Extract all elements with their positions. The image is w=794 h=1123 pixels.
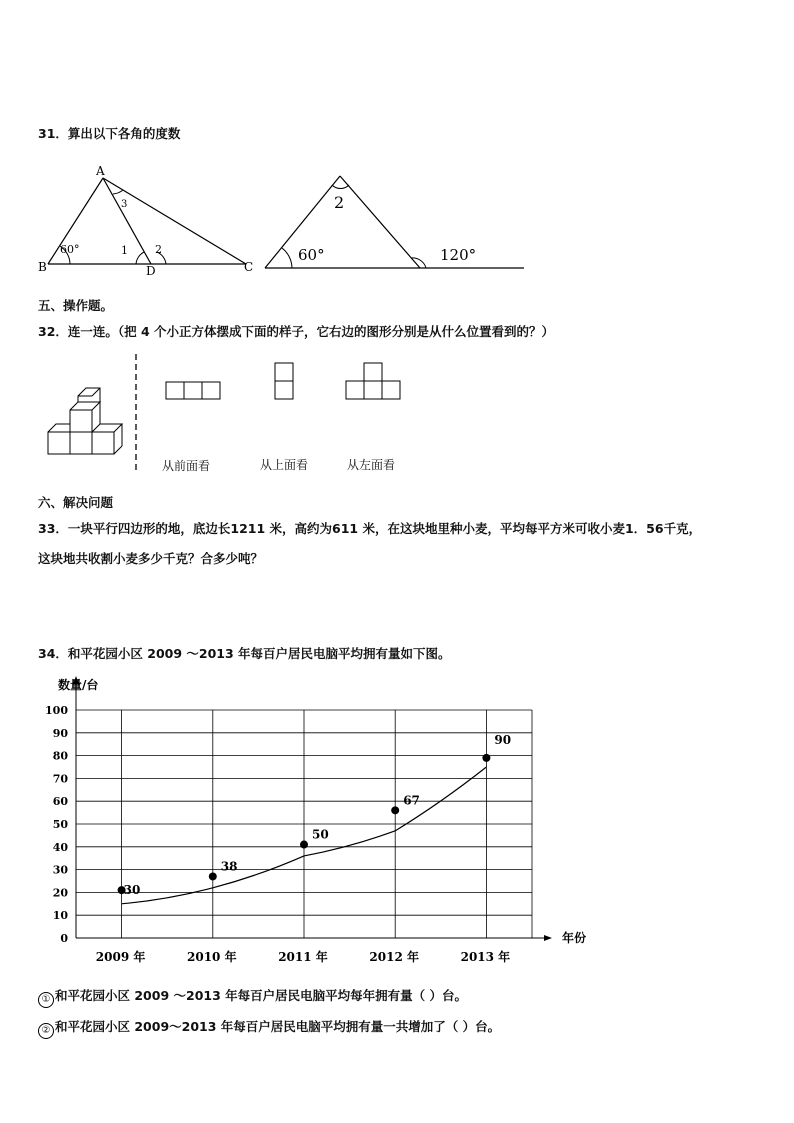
label-c: C xyxy=(244,260,254,274)
line-chart xyxy=(36,672,596,972)
q31-title: 31．算出以下各角的度数 xyxy=(38,126,181,141)
y-tick-label: 20 xyxy=(52,886,68,900)
angle-2-label: 2 xyxy=(155,243,162,256)
angle-top-label: 2 xyxy=(334,193,345,212)
y-tick-label: 30 xyxy=(52,863,68,877)
q34-title: 34．和平花园小区 2009 ～2013 年每百户居民电脑平均拥有量如下图。 xyxy=(38,646,451,661)
y-tick-label: 10 xyxy=(52,909,68,923)
q34-sub-1-text: 和平花园小区 2009 ～2013 年每百户居民电脑平均每年拥有量（ ）台。 xyxy=(55,988,467,1003)
view-caption-front: 从前面看 xyxy=(162,459,211,473)
y-axis-title: 数量/台 xyxy=(58,678,99,692)
view-shape-2 xyxy=(275,363,293,399)
view-shape-1 xyxy=(166,382,220,399)
section-5-heading: 五、操作题。 xyxy=(38,298,114,313)
x-tick-label: 2013 年 xyxy=(460,950,511,964)
label-d: D xyxy=(146,264,156,278)
data-point xyxy=(482,754,490,762)
q34-sub-2-text: 和平花园小区 2009～2013 年每百户居民电脑平均拥有量一共增加了（ ）台。 xyxy=(55,1019,501,1034)
data-label: 90 xyxy=(494,732,512,747)
view-caption-top: 从上面看 xyxy=(260,458,309,472)
data-point xyxy=(391,806,399,814)
data-label: 38 xyxy=(220,859,238,874)
angle-1-label: 1 xyxy=(121,244,128,257)
x-tick-label: 2010 年 xyxy=(187,950,237,964)
q33-line-1: 33．一块平行四边形的地，底边长1211 米，高约为611 米，在这块地里种小麦，平均每平方米可收小麦1．56千克， xyxy=(38,521,702,536)
view-shape-3b xyxy=(344,360,414,404)
q32-title: 32．连一连。（把 4 个小正方体摆成下面的样子，它右边的图形分别是从什么位置看到的？） xyxy=(38,324,555,339)
angle-b-label: 60° xyxy=(60,243,80,256)
q34-sub-1 xyxy=(38,988,467,1008)
data-label: 50 xyxy=(312,827,329,842)
y-tick-label: 50 xyxy=(52,818,68,831)
triangle-figure-2 xyxy=(262,168,532,272)
q34-sub-2 xyxy=(38,1019,500,1039)
y-tick-label: 40 xyxy=(52,840,68,854)
angle-right-label: 120° xyxy=(440,246,477,264)
data-point xyxy=(209,872,217,880)
y-tick-label: 60 xyxy=(52,795,68,809)
q33-line-2: 这块地共收割小麦多少千克？合多少吨？ xyxy=(38,551,264,566)
y-tick-label: 0 xyxy=(60,932,68,945)
label-a: A xyxy=(96,164,105,178)
triangle-figure-1 xyxy=(30,160,270,280)
section-6-heading: 六、解决问题 xyxy=(38,495,114,510)
x-axis-title: 年份 xyxy=(562,931,587,945)
y-tick-label: 70 xyxy=(52,772,68,786)
view-caption-left: 从左面看 xyxy=(347,458,396,472)
data-label: 67 xyxy=(403,793,420,808)
data-point xyxy=(300,841,308,849)
y-tick-label: 80 xyxy=(52,749,68,763)
x-tick-label: 2012 年 xyxy=(369,950,419,964)
x-tick-label: 2009 年 xyxy=(95,950,146,964)
label-b: B xyxy=(38,260,47,274)
x-tick-label: 2011 年 xyxy=(278,950,328,964)
circled-two-marker: ② xyxy=(38,1023,54,1039)
x-axis-arrow xyxy=(544,935,552,941)
circled-one-marker: ① xyxy=(38,992,54,1008)
angle-3-label: 3 xyxy=(121,199,128,210)
y-tick-label: 100 xyxy=(45,704,68,717)
y-tick-label: 90 xyxy=(52,726,68,740)
cube-stack xyxy=(48,388,122,454)
data-label: 30 xyxy=(123,883,141,898)
angle-left-label: 60° xyxy=(298,246,325,264)
